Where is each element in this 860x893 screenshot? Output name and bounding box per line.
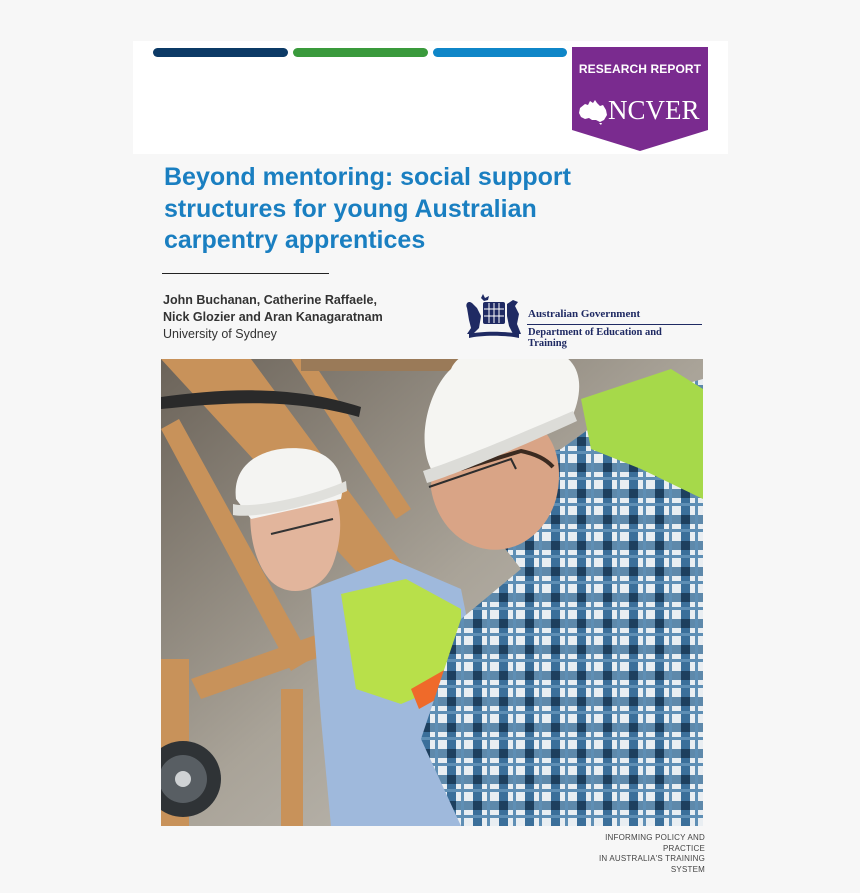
ncver-logo-text: NCVER: [608, 95, 700, 125]
photo-illustration: [161, 359, 703, 826]
title-line: Beyond mentoring: social support: [164, 163, 571, 191]
stripe-navy: [153, 48, 288, 57]
australia-map-icon: [577, 98, 609, 125]
report-cover: [133, 41, 728, 874]
department-name: Department of Education and Training: [528, 327, 662, 349]
research-report-label: RESEARCH REPORT: [578, 62, 702, 76]
title-divider: [162, 273, 329, 274]
government-logo-rule: [527, 324, 702, 325]
authors-line: Nick Glozier and Aran Kanagaratnam: [163, 310, 383, 324]
australian-government-logo: [463, 294, 703, 349]
tagline: [563, 833, 705, 875]
coat-of-arms-icon: [463, 294, 523, 340]
tagline-line: IN AUSTRALIA'S TRAINING SYSTEM: [598, 854, 705, 874]
header-band: [133, 41, 728, 154]
title-line: structures for young Australian: [164, 194, 537, 223]
report-title: [164, 162, 644, 257]
affiliation: University of Sydney: [163, 327, 277, 341]
construction-workers-photo: [161, 359, 703, 826]
stripe-blue: [433, 48, 567, 57]
authors-line: John Buchanan, Catherine Raffaele,: [163, 293, 377, 307]
stripe-green: [293, 48, 428, 57]
authors-block: [163, 292, 383, 343]
title-line: carpentry apprentices: [164, 226, 426, 254]
ncver-badge: [572, 47, 708, 151]
government-name: Australian Government: [528, 308, 641, 320]
tagline-line: INFORMING POLICY AND PRACTICE: [605, 833, 705, 853]
